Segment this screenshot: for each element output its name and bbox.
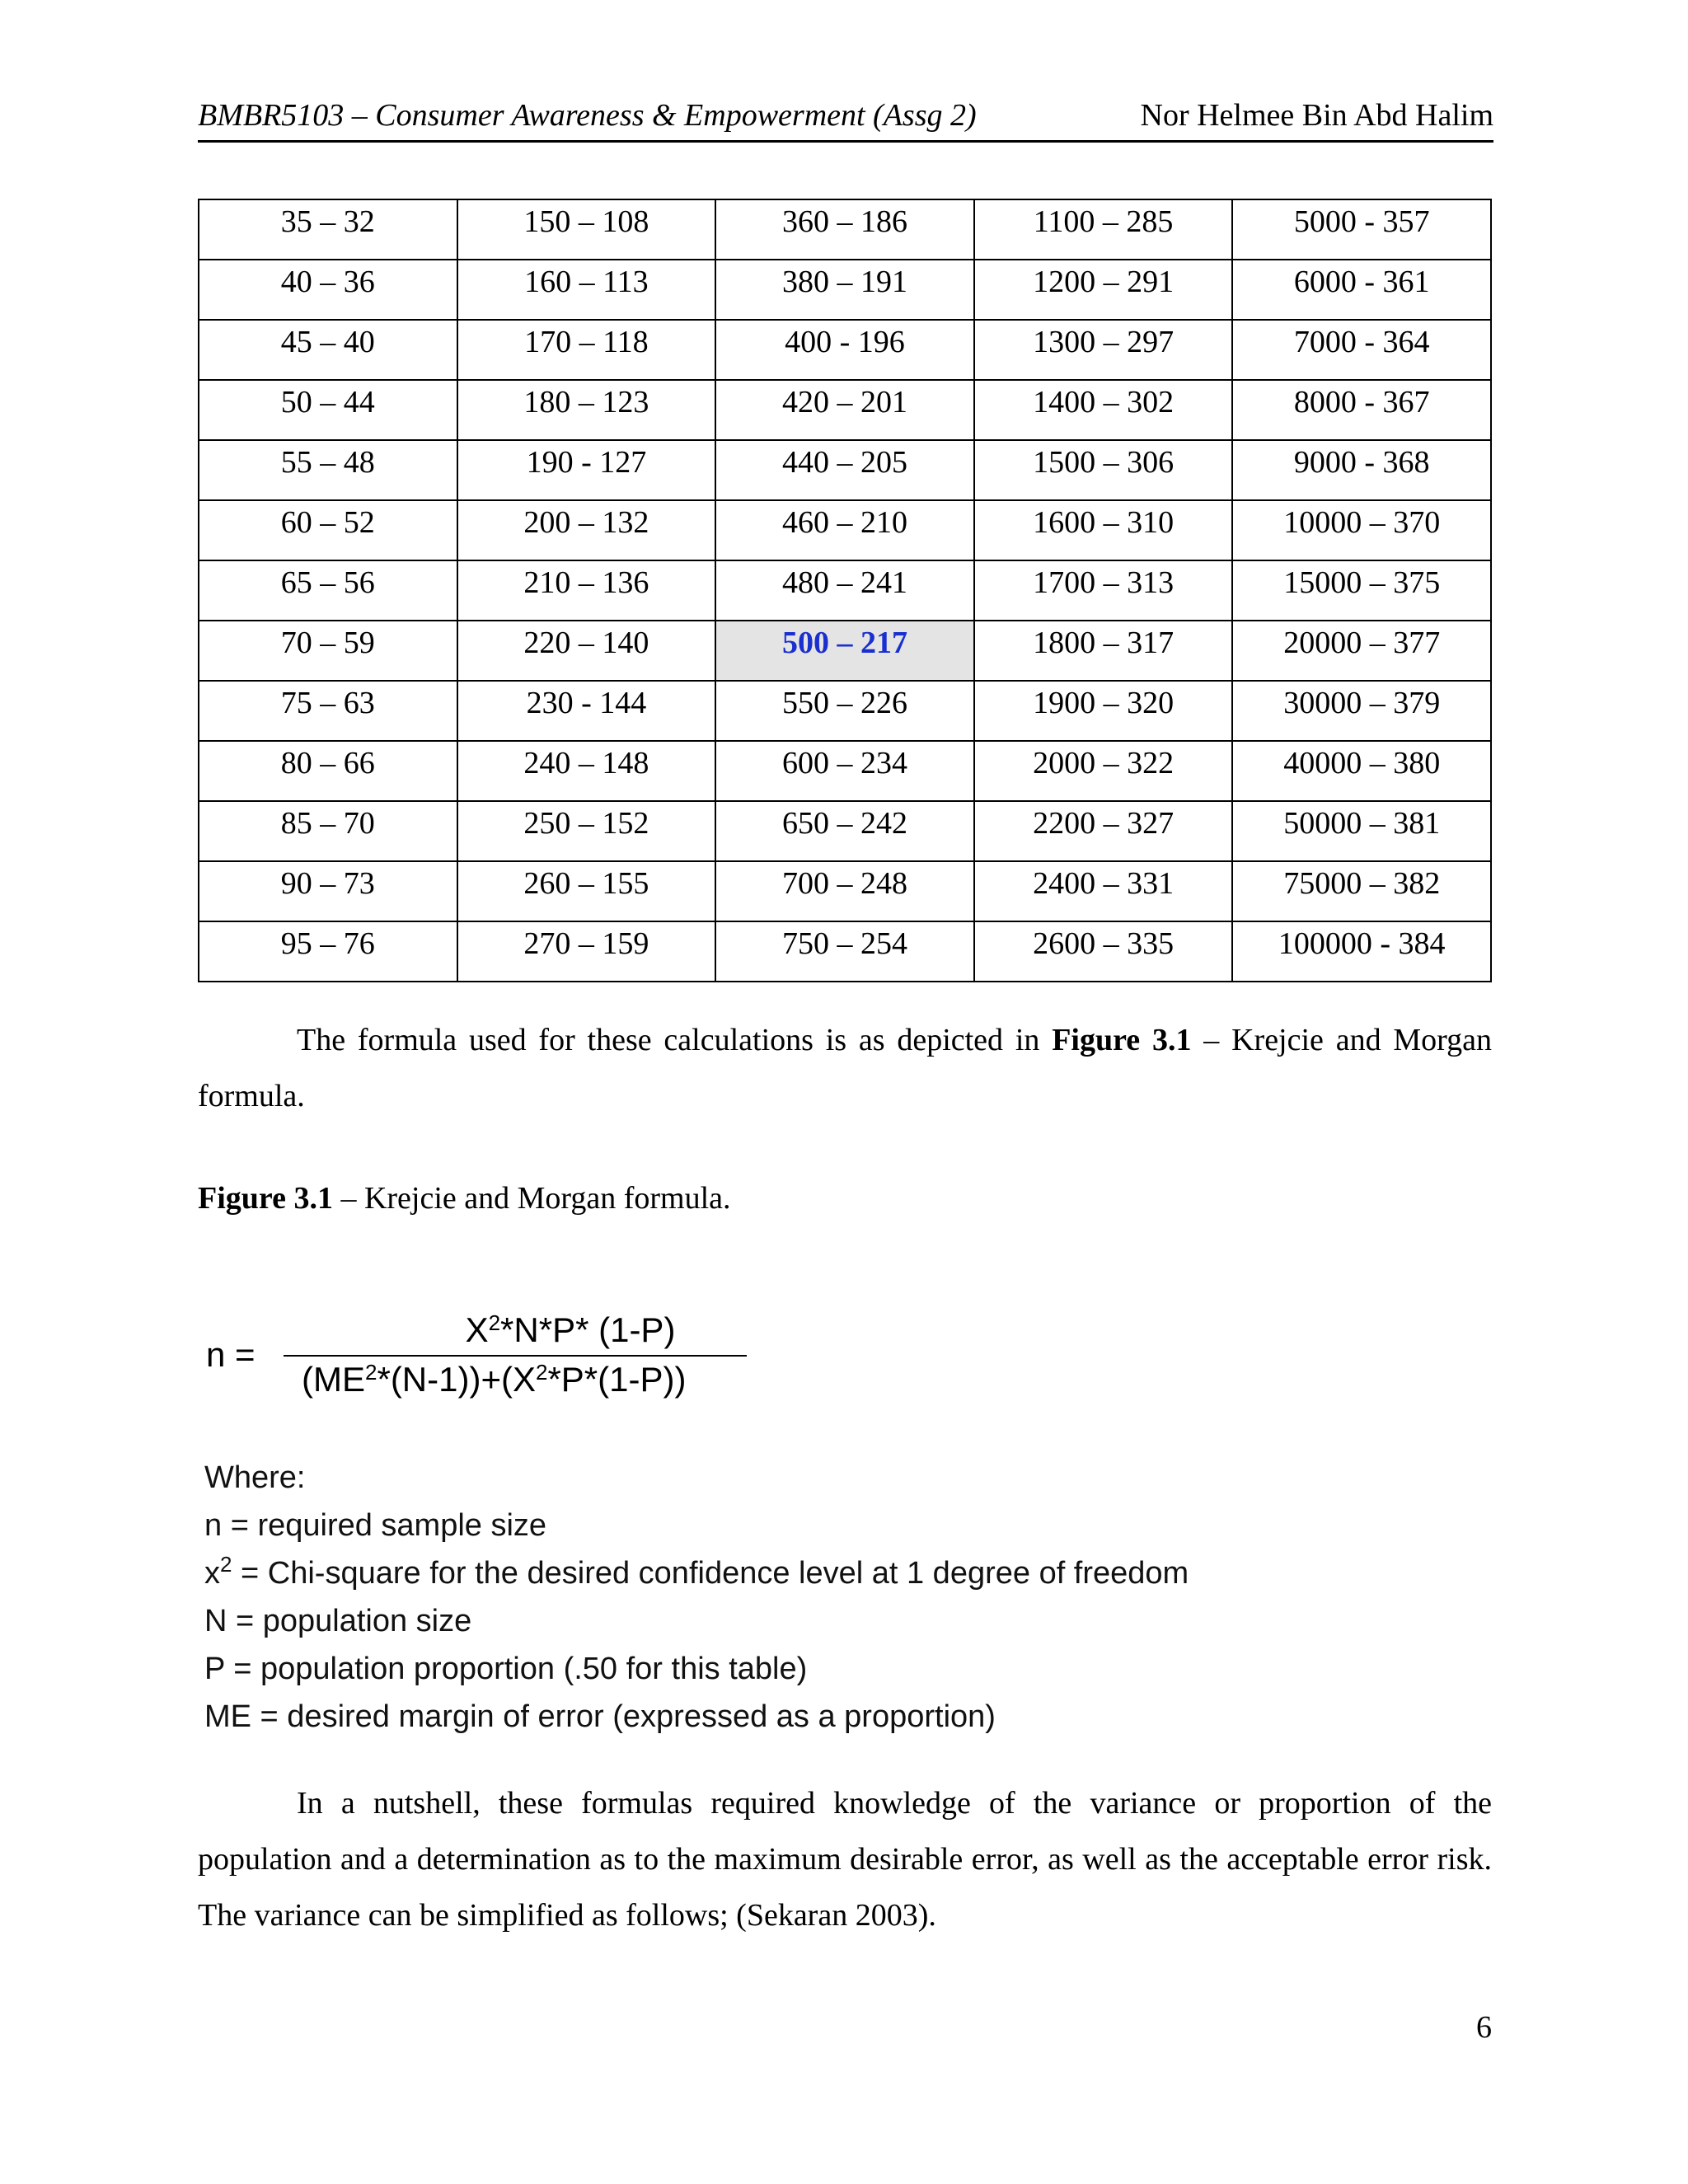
table-row xyxy=(199,320,1491,380)
table-cell: 230 - 144 xyxy=(457,681,716,741)
table-row xyxy=(199,199,1491,260)
definition-P: P = population proportion (.50 for this table) xyxy=(204,1652,808,1686)
table-cell: 150 – 108 xyxy=(457,199,716,260)
table-cell: 40000 – 380 xyxy=(1232,741,1491,801)
table-row xyxy=(199,560,1491,621)
table-cell: 650 – 242 xyxy=(715,801,974,861)
table-cell: 380 – 191 xyxy=(715,260,974,320)
table-cell: 1500 – 306 xyxy=(974,440,1233,500)
table-cell: 400 - 196 xyxy=(715,320,974,380)
table-cell: 1900 – 320 xyxy=(974,681,1233,741)
page-number: 6 xyxy=(1476,2010,1492,2045)
where-title: Where: xyxy=(204,1460,306,1495)
table-cell: 1300 – 297 xyxy=(974,320,1233,380)
definition-N: N = population size xyxy=(204,1604,472,1638)
table-cell: 2000 – 322 xyxy=(974,741,1233,801)
table-cell: 240 – 148 xyxy=(457,741,716,801)
table-cell: 70 – 59 xyxy=(199,621,457,681)
paragraph-nutshell: In a nutshell, these formulas required knowledge of the variance or proportion of the population and a determination as to the maximum desirable error, as well as the acceptable error risk. The variance can be simplified as follows; (Sekaran 2003). xyxy=(198,1786,1492,1933)
table-row xyxy=(199,500,1491,560)
table-cell: 180 – 123 xyxy=(457,380,716,440)
krejcie-morgan-formula xyxy=(203,1310,780,1418)
formula-definitions xyxy=(204,1454,1189,1741)
table-cell: 200 – 132 xyxy=(457,500,716,560)
table-cell: 80 – 66 xyxy=(199,741,457,801)
table-row xyxy=(199,621,1491,681)
table-cell: 15000 – 375 xyxy=(1232,560,1491,621)
figure-caption: Figure 3.1 – Krejcie and Morgan formula. xyxy=(198,1181,731,1216)
table-row xyxy=(199,741,1491,801)
table-cell: 35 – 32 xyxy=(199,199,457,260)
header-author: Nor Helmee Bin Abd Halim xyxy=(1140,98,1493,133)
table-cell: 85 – 70 xyxy=(199,801,457,861)
figure-label: Figure 3.1 xyxy=(198,1181,333,1216)
figure-reference: Figure 3.1 xyxy=(1052,1023,1192,1057)
table-cell: 50 – 44 xyxy=(199,380,457,440)
table-cell: 90 – 73 xyxy=(199,861,457,921)
table-cell: 190 - 127 xyxy=(457,440,716,500)
table-cell: 75 – 63 xyxy=(199,681,457,741)
table-row xyxy=(199,440,1491,500)
table-cell: 1200 – 291 xyxy=(974,260,1233,320)
table-cell: 9000 - 368 xyxy=(1232,440,1491,500)
table-cell: 2600 – 335 xyxy=(974,921,1233,982)
table-cell: 550 – 226 xyxy=(715,681,974,741)
table-cell: 6000 - 361 xyxy=(1232,260,1491,320)
formula-lhs: n = xyxy=(206,1335,256,1374)
table-cell: 1600 – 310 xyxy=(974,500,1233,560)
table-row xyxy=(199,801,1491,861)
table-row xyxy=(199,921,1491,982)
table-cell: 1400 – 302 xyxy=(974,380,1233,440)
table-cell: 2200 – 327 xyxy=(974,801,1233,861)
table-cell: 1100 – 285 xyxy=(974,199,1233,260)
table-row xyxy=(199,260,1491,320)
table-cell: 40 – 36 xyxy=(199,260,457,320)
page-header xyxy=(198,92,1493,143)
table-cell: 60 – 52 xyxy=(199,500,457,560)
table-cell: 55 – 48 xyxy=(199,440,457,500)
paragraph-formula-intro: The formula used for these calculations is as depicted in Figure 3.1 – Krejcie and Morgan formula. xyxy=(198,1023,1492,1113)
table-cell: 100000 - 384 xyxy=(1232,921,1491,982)
table-cell: 5000 - 357 xyxy=(1232,199,1491,260)
definition-n: n = required sample size xyxy=(204,1508,547,1543)
table-cell: 750 – 254 xyxy=(715,921,974,982)
table-cell: 210 – 136 xyxy=(457,560,716,621)
table-cell: 700 – 248 xyxy=(715,861,974,921)
table-cell: 360 – 186 xyxy=(715,199,974,260)
table-cell: 7000 - 364 xyxy=(1232,320,1491,380)
table-cell: 270 – 159 xyxy=(457,921,716,982)
table-cell: 1800 – 317 xyxy=(974,621,1233,681)
table-cell: 260 – 155 xyxy=(457,861,716,921)
definition-ME: ME = desired margin of error (expressed as a proportion) xyxy=(204,1699,996,1734)
table-cell: 45 – 40 xyxy=(199,320,457,380)
table-cell: 20000 – 377 xyxy=(1232,621,1491,681)
header-course-title: BMBR5103 – Consumer Awareness & Empowerment (Assg 2) xyxy=(198,98,977,133)
table-row xyxy=(199,861,1491,921)
table-cell: 160 – 113 xyxy=(457,260,716,320)
fraction-bar xyxy=(284,1355,747,1357)
table-cell: 65 – 56 xyxy=(199,560,457,621)
table-cell: 480 – 241 xyxy=(715,560,974,621)
table-cell: 600 – 234 xyxy=(715,741,974,801)
table-row xyxy=(199,380,1491,440)
table-cell: 440 – 205 xyxy=(715,440,974,500)
table-cell: 75000 – 382 xyxy=(1232,861,1491,921)
highlighted-cell: 500 – 217 xyxy=(715,621,974,681)
table-cell: 220 – 140 xyxy=(457,621,716,681)
table-cell: 1700 – 313 xyxy=(974,560,1233,621)
table-cell: 10000 – 370 xyxy=(1232,500,1491,560)
formula-numerator: $X^2*N*P*$ (1-P) xyxy=(465,1310,676,1349)
table-row xyxy=(199,681,1491,741)
table-cell: 8000 - 367 xyxy=(1232,380,1491,440)
table-cell: 460 – 210 xyxy=(715,500,974,560)
table-cell: 420 – 201 xyxy=(715,380,974,440)
table-cell: 30000 – 379 xyxy=(1232,681,1491,741)
table-cell: 250 – 152 xyxy=(457,801,716,861)
table-cell: 50000 – 381 xyxy=(1232,801,1491,861)
table-cell: 95 – 76 xyxy=(199,921,457,982)
table-cell: 2400 – 331 xyxy=(974,861,1233,921)
definition-x2: $x^2$ = Chi-square for the desired confidence level at 1 degree of freedom xyxy=(204,1552,1189,1591)
sample-size-table xyxy=(198,199,1492,982)
formula-denominator: $(ME^2*(N-1))+(X^2*P*(1-P))$ xyxy=(302,1360,687,1399)
table-cell: 170 – 118 xyxy=(457,320,716,380)
